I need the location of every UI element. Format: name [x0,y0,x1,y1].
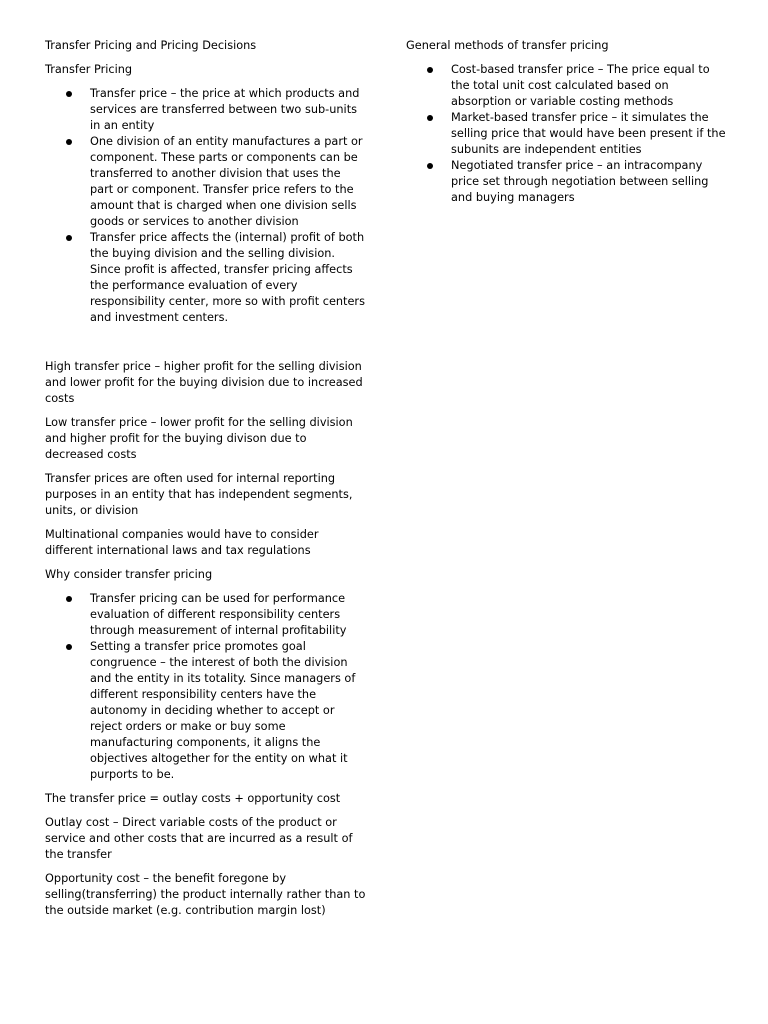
list-item-text: Negotiated transfer price – an intracompany price set through negotiation between selling and buying managers [451,159,709,204]
bullet-icon [66,596,72,602]
spacer [45,334,367,359]
paragraph-outlay-cost: Outlay cost – Direct variable costs of the product or service and other costs that are incurred as a result of the transfer [45,816,353,861]
document-title: Transfer Pricing and Pricing Decisions [45,39,257,52]
transfer-pricing-bullet-list [45,86,367,326]
list-item-text: Transfer price affects the (internal) profit of both the buying division and the selling division. Since profit is affected, transfer pricing affects the performance evaluation of every responsibility center, more so with profit centers and investment centers. [90,231,365,324]
paragraph-high-transfer-price: High transfer price – higher profit for the selling division and lower profit for the buying division due to increased costs [45,360,363,405]
list-item [406,110,728,158]
right-column [406,38,728,214]
why-consider-bullet-list [45,591,367,783]
list-item-text: Transfer price – the price at which products and services are transferred between two sub-units in an entity [90,87,360,132]
list-item-text: Cost-based transfer price – The price equal to the total unit cost calculated based on absorption or variable costing methods [451,63,710,108]
bullet-icon [66,235,72,241]
paragraph-opportunity-cost: Opportunity cost – the benefit foregone by selling(transferring) the product internally rather than to the outside market (e.g. contribution margin lost) [45,872,366,917]
bullet-icon [427,163,433,169]
list-item [45,639,367,783]
paragraph-multinational: Multinational companies would have to consider different international laws and tax regulations [45,528,319,557]
paragraph-low-transfer-price: Low transfer price – lower profit for the selling division and higher profit for the buying divison due to decreased costs [45,416,353,461]
bullet-icon [66,644,72,650]
bullet-icon [66,139,72,145]
general-methods-bullet-list [406,62,728,206]
list-item [406,62,728,110]
list-item [45,86,367,134]
list-item-text: Setting a transfer price promotes goal congruence – the interest of both the division and the entity in its totality. Since managers of different responsibility centers have the autonomy in deciding whether to accept or reject orders or make or buy some manufacturing components, it aligns the objectives altogether for the entity on what it purports to be. [90,640,356,781]
bullet-icon [427,115,433,121]
bullet-icon [66,91,72,97]
left-column [45,38,367,927]
list-item [45,230,367,326]
list-item [406,158,728,206]
section-heading-transfer-pricing: Transfer Pricing [45,63,133,76]
list-item [45,134,367,230]
paragraph-transfer-price-formula: The transfer price = outlay costs + opportunity cost [45,792,341,805]
list-item-text: Market-based transfer price – it simulates the selling price that would have been present if the subunits are independent entities [451,111,726,156]
paragraph-internal-reporting: Transfer prices are often used for internal reporting purposes in an entity that has independent segments, units, or division [45,472,353,517]
list-item-text: One division of an entity manufactures a part or component. These parts or components can be transferred to another division that uses the part or component. Transfer price refers to the amount that is charged when one division sells goods or services to another division [90,135,363,228]
list-item [45,591,367,639]
bullet-icon [427,67,433,73]
list-item-text: Transfer pricing can be used for performance evaluation of different responsibility centers through measurement of internal profitability [90,592,347,637]
section-heading-why-consider: Why consider transfer pricing [45,568,213,581]
section-heading-general-methods: General methods of transfer pricing [406,39,609,52]
